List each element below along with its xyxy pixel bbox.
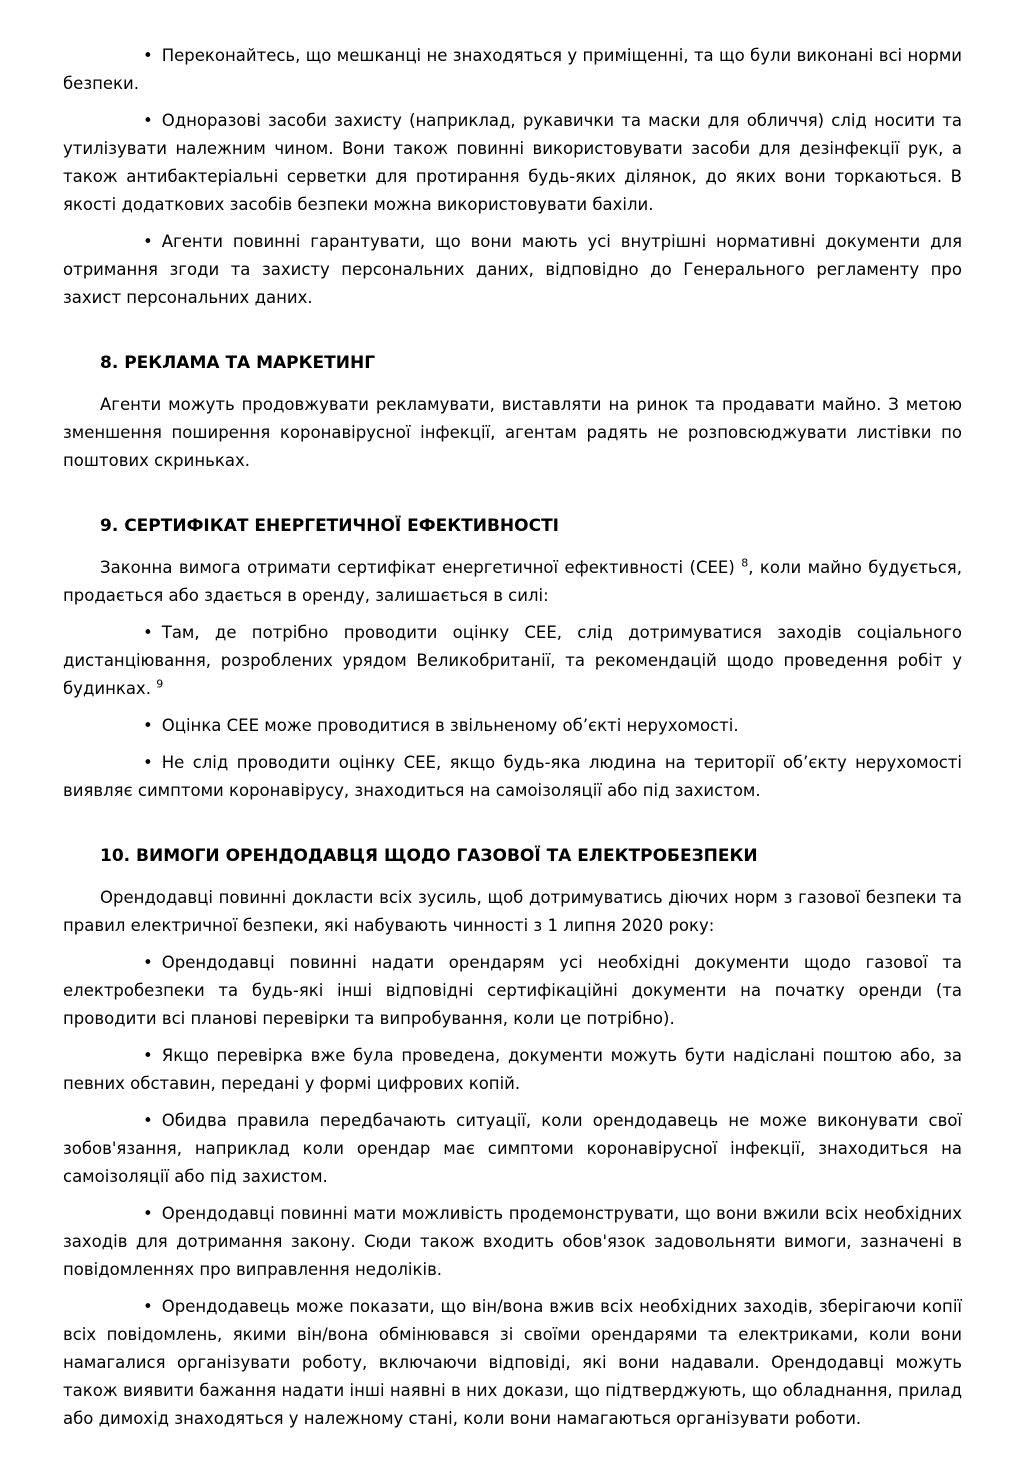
paragraph-text: Законна вимога отримати сертифікат енергетичної ефективності (СЕЕ) bbox=[100, 558, 742, 577]
bullet-item bbox=[63, 1293, 962, 1433]
bullet-icon: • bbox=[143, 1204, 153, 1223]
bullet-item bbox=[63, 107, 962, 219]
bullet-text: Орендодавці повинні надати орендарям усі необхідні документи щодо газової та електробезпеки та будь-які інші відповідні сертифікаційні документи на початку оренди (та проводити всі планові перевірки та випробування, коли це потрібно). bbox=[63, 953, 962, 1028]
bullet-item bbox=[63, 42, 962, 98]
bullet-text: Не слід проводити оцінку СЕЕ, якщо будь-яка людина на території об’єкту нерухомості виявляє симптоми коронавірусу, знаходиться на самоізоляції або під захистом. bbox=[63, 753, 962, 800]
bullet-icon: • bbox=[143, 623, 153, 642]
bullet-item bbox=[63, 712, 962, 740]
paragraph: Орендодавці повинні докласти всіх зусиль, щоб дотримуватись діючих норм з газової безпеки та правил електричної безпеки, які набувають чинності з 1 липня 2020 року: bbox=[63, 888, 962, 935]
bullet-item bbox=[63, 1107, 962, 1191]
bullet-text: Переконайтесь, що мешканці не знаходяться у приміщенні, та що були виконані всі норми безпеки. bbox=[63, 46, 962, 93]
bullet-text: Оцінка СЕЕ може проводитися в звільненому об’єкті нерухомості. bbox=[161, 716, 739, 735]
bullet-icon: • bbox=[143, 1046, 153, 1065]
section-heading-10: 10. ВИМОГИ ОРЕНДОДАВЦЯ ЩОДО ГАЗОВОЇ ТА ЕЛЕКТРОБЕЗПЕКИ bbox=[100, 846, 758, 866]
bullet-text: Обидва правила передбачають ситуації, коли орендодавець не може виконувати свої зобов'язання, наприклад коли орендар має симптоми коронавірусної інфекції, знаходиться на самоізоляції або під захистом. bbox=[63, 1111, 962, 1186]
bullet-text: Орендодавець може показати, що він/вона вжив всіх необхідних заходів, зберігаючи копії всіх повідомлень, якими він/вона обмінювався зі своїми орендарями та електриками, коли вони намагалися організувати роботу, включаючи відповіді, які вони надавали. Орендодавці можуть також виявити бажання надати інші наявні в них докази, що підтверджують, що обладнання, прилад або димохід знаходяться у належному стані, коли вони намагаються організувати роботи. bbox=[63, 1297, 962, 1428]
bullet-icon: • bbox=[143, 46, 153, 65]
bullet-icon: • bbox=[143, 1297, 153, 1316]
paragraph: Агенти можуть продовжувати рекламувати, виставляти на ринок та продавати майно. З метою зменшення поширення коронавірусної інфекції, агентам радять не розповсюджувати листівки по поштових скриньках. bbox=[63, 395, 962, 470]
paragraph-text: , коли майно будується, продається або здається в оренду, залишається в силі: bbox=[63, 558, 962, 605]
bullet-icon: • bbox=[143, 232, 153, 251]
bullet-text: Там, де потрібно проводити оцінку СЕЕ, слід дотримуватися заходів соціального дистанціювання, розроблених урядом Великобританії, та рекомендацій щодо проведення робіт у будинках. bbox=[63, 623, 962, 698]
section-heading-8: 8. РЕКЛАМА ТА МАРКЕТИНГ bbox=[100, 353, 376, 373]
bullet-item bbox=[63, 1042, 962, 1098]
footnote-reference: 9 bbox=[156, 677, 164, 691]
bullet-text: Орендодавці повинні мати можливість продемонструвати, що вони вжили всіх необхідних заходів для дотримання закону. Сюди також входить обов'язок задовольняти вимоги, зазначені в повідомленнях про виправлення недоліків. bbox=[63, 1204, 962, 1279]
section-heading-9: 9. СЕРТИФІКАТ ЕНЕРГЕТИЧНОЇ ЕФЕКТИВНОСТІ bbox=[100, 516, 560, 536]
bullet-text: Якщо перевірка вже була проведена, документи можуть бути надіслані поштою або, за певних обставин, передані у формі цифрових копій. bbox=[63, 1046, 962, 1093]
bullet-text: Агенти повинні гарантувати, що вони мають усі внутрішні нормативні документи для отримання згоди та захисту персональних даних, відповідно до Генерального регламенту про захист персональних даних. bbox=[63, 232, 962, 307]
bullet-item bbox=[63, 749, 962, 805]
paragraph bbox=[63, 554, 962, 610]
bullet-item bbox=[63, 949, 962, 1033]
bullet-icon: • bbox=[143, 753, 153, 772]
bullet-icon: • bbox=[143, 716, 153, 735]
bullet-icon: • bbox=[143, 1111, 153, 1130]
bullet-item bbox=[63, 619, 962, 703]
bullet-icon: • bbox=[143, 111, 153, 130]
bullet-icon: • bbox=[143, 953, 153, 972]
bullet-item bbox=[63, 228, 962, 312]
bullet-text: Одноразові засоби захисту (наприклад, рукавички та маски для обличчя) слід носити та утилізувати належним чином. Вони також повинні використовувати засоби для дезінфекції рук, а також антибактеріальні серветки для протирання будь-яких ділянок, до яких вони торкаються. В якості додаткових засобів безпеки можна використовувати бахіли. bbox=[63, 111, 962, 214]
footnote-reference: 8 bbox=[741, 556, 749, 570]
bullet-item bbox=[63, 1200, 962, 1284]
